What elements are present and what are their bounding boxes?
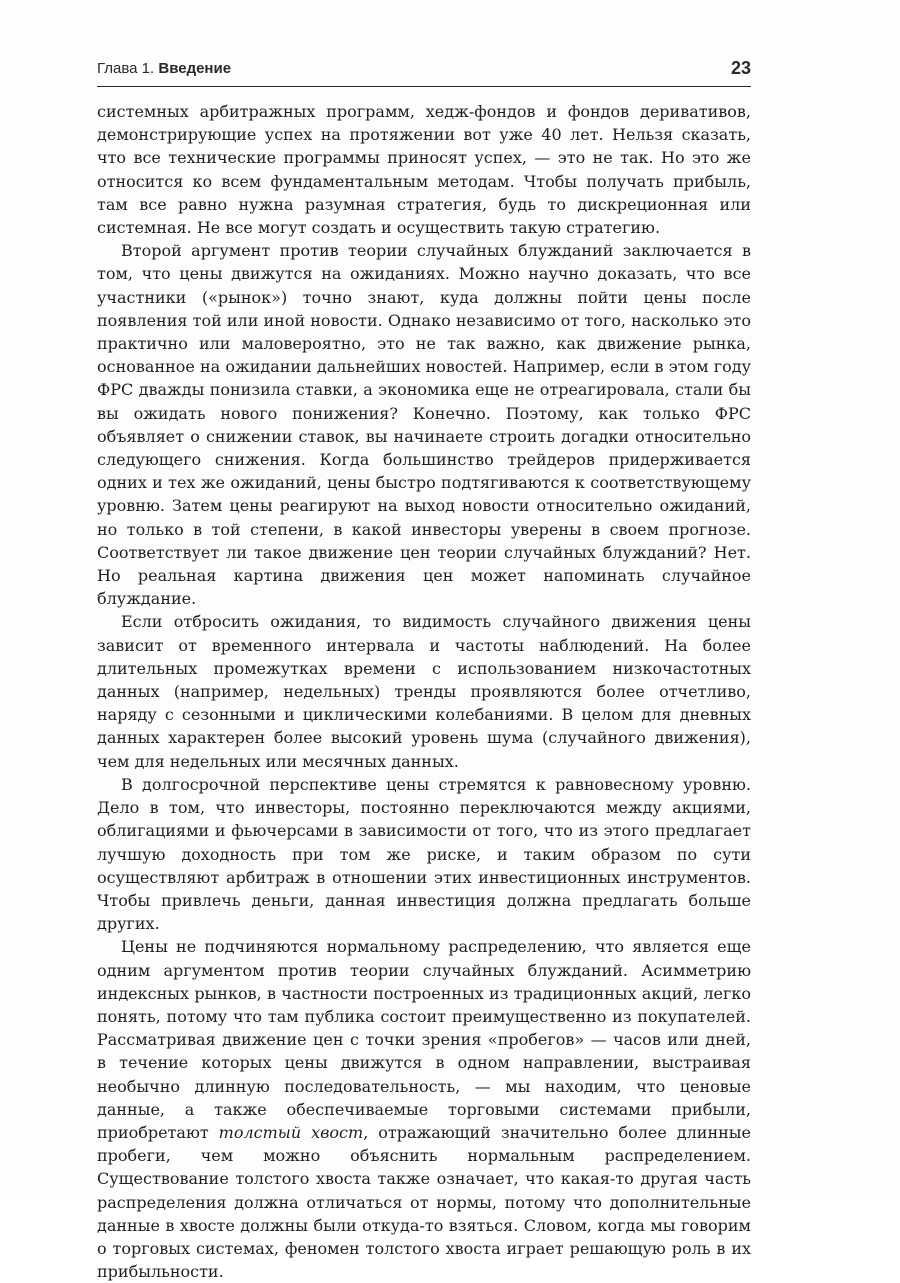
paragraph-4 — [97, 773, 751, 935]
paragraph-1 — [97, 100, 751, 239]
paragraph-text: системных арбитражных программ, хедж-фондов и фондов деривативов, демонстрирующие успех на протяжении вот уже 40 лет. Нельзя сказать, что все технические программы приносят успех, — это не так. Но это же относится ко всем фундаментальным методам. Чтобы получать прибыль, там все равно нужна разумная стратегия, будь то дискреционная или системная. Не все могут создать и осуществить такую стратегию. — [97, 102, 751, 238]
paragraph-text: , отражающий значительно более длинные пробеги, чем можно объяснить нормальным распределением. Существование толстого хвоста также означает, что какая-то другая часть распределения должна отличаться от нормы, потому что дополнительные данные в хвосте должны были откуда-то взяться. Словом, когда мы говорим о торговых системах, феномен толстого хвоста играет решающую роль в их прибыльности. — [97, 1122, 751, 1282]
paragraph-text: В долгосрочной перспективе цены стремятся к равновесному уровню. Дело в том, что инвесторы, постоянно переключаются между акциями, облигациями и фьючерсами в зависимости от того, что из этого предлагает лучшую доходность при том же риске, и таким образом по сути осуществляют арбитраж в отношении этих инвестиционных инструментов. Чтобы привлечь деньги, данная инвестиция должна предлагать больше других. — [97, 774, 751, 934]
body-text — [97, 100, 751, 1283]
running-head — [97, 58, 751, 82]
paragraph-text: Второй аргумент против теории случайных блужданий заключается в том, что цены движутся на ожиданиях. Можно научно доказать, что все участники («рынок») точно знают, куда должны пойти цены после появления той или иной новости. Однако независимо от того, насколько это практично или маловероятно, это не так важно, как движение рынка, основанное на ожидании дальнейших новостей. Например, если в этом году ФРС дважды понизила ставки, а экономика еще не отреагировала, стали бы вы ожидать нового понижения? Конечно. Поэтому, как только ФРС объявляет о снижении ставок, вы начинаете строить догадки относительно следующего снижения. Когда большинство трейдеров придерживается одних и тех же ожиданий, цены быстро подтягиваются к соответствующему уровню. Затем цены реагируют на выход новости относительно ожиданий, но только в той степени, в какой инвесторы уверены в своем прогнозе. Соответствует ли такое движение цен теории случайных блужданий? Нет. Но реальная картина движения цен может напоминать случайное блуждание. — [97, 241, 751, 609]
paragraph-2 — [97, 239, 751, 610]
paragraph-text: Цены не подчиняются нормальному распределению, что является еще одним аргументом против теории случайных блужданий. Асимметрию индексных рынков, в частности построенных из традиционных акций, легко понять, потому что там публика состоит преимущественно из покупателей. Рассматривая движение цен с точки зрения «пробегов» — часов или дней, в течение которых цены движутся в одном направлении, выстраивая необычно длинную последовательность, — мы находим, что ценовые данные, а также обеспечиваемые торговыми системами прибыли, приобретают — [97, 937, 751, 1142]
emphasized-term: толстый хвост — [218, 1122, 364, 1142]
chapter-label: Глава 1. — [97, 60, 155, 77]
paragraph-text: Если отбросить ожидания, то видимость случайного движения цены зависит от временного интервала и частоты наблюдений. На более длительных промежутках времени с использованием низкочастотных данных (например, недельных) тренды проявляются более отчетливо, наряду с сезонными и циклическими колебаниями. В целом для дневных данных характерен более высокий уровень шума (случайного движения), чем для недельных или месячных данных. — [97, 612, 751, 771]
paragraph-3 — [97, 610, 751, 772]
paragraph-5 — [97, 935, 751, 1283]
header-rule — [97, 86, 751, 87]
chapter-heading — [97, 60, 231, 77]
chapter-title: Введение — [158, 60, 232, 77]
page-number: 23 — [730, 58, 751, 78]
